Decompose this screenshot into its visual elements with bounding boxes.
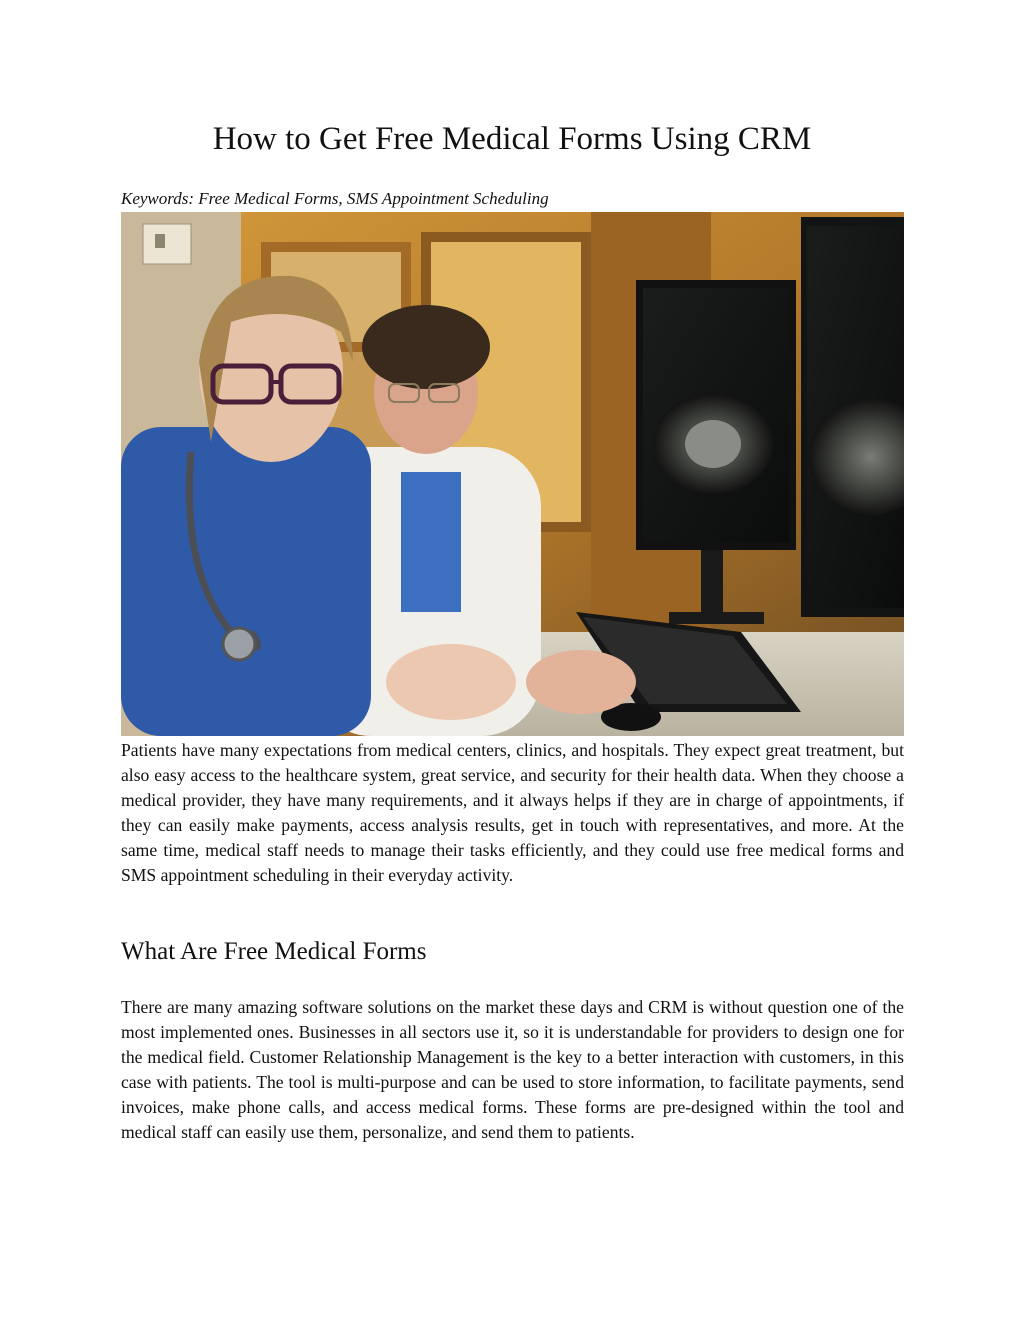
section-heading: What Are Free Medical Forms: [121, 938, 427, 965]
intro-paragraph: Patients have many expectations from medical centers, clinics, and hospitals. They expect great treatment, but also easy access to the healthcare system, great service, and security for their health data. When they choose a medical provider, they have many requirements, and it always helps if they are in charge of appointments, if they can easily make payments, access analysis results, get in touch with representatives, and more. At the same time, medical staff needs to manage their tasks efficiently, and they could use free medical forms and SMS appointment scheduling in their everyday activity.: [121, 740, 904, 885]
body-paragraph: There are many amazing software solutions on the market these days and CRM is without question one of the most implemented ones. Businesses in all sectors use it, so it is understandable for providers to design one for the medical field. Customer Relationship Management is the key to a better interaction with customers, in this case with patients. The tool is multi-purpose and can be used to store information, to facilitate payments, send invoices, make phone calls, and access medical forms. These forms are pre-designed within the tool and medical staff can easily use them, personalize, and send them to patients.: [121, 997, 904, 1142]
keywords-line: Keywords: Free Medical Forms, SMS Appointment Scheduling: [121, 189, 549, 208]
medical-staff-photo: [121, 212, 904, 736]
document-title: How to Get Free Medical Forms Using CRM: [212, 121, 812, 157]
